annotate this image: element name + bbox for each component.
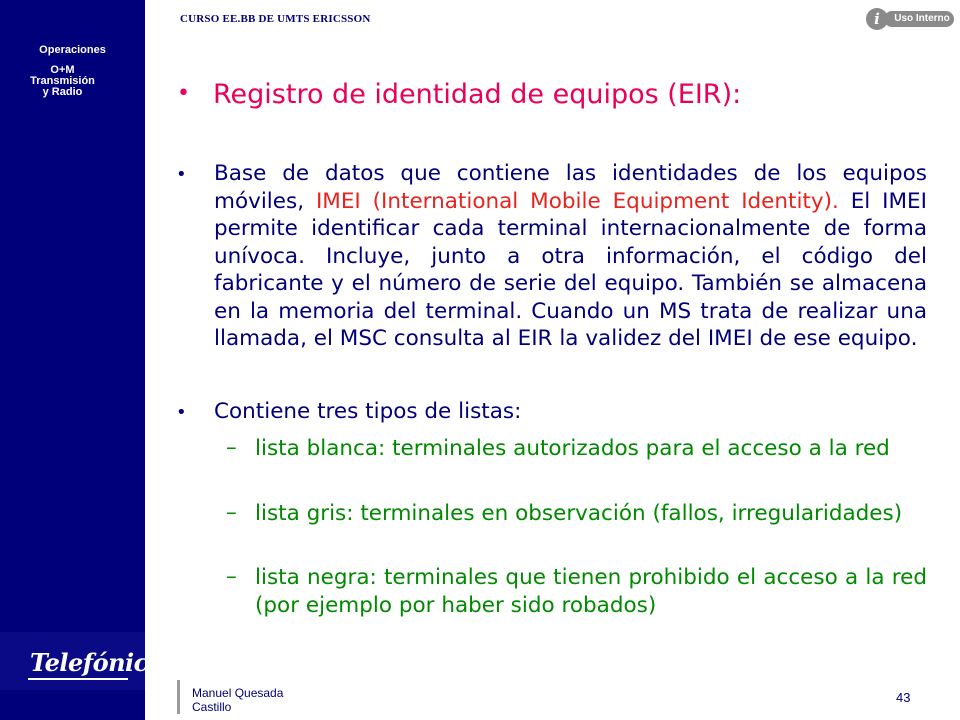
footer-divider	[177, 680, 180, 714]
course-header: CURSO EE.BB DE UMTS ERICSSON	[180, 13, 371, 25]
paragraph-eir-description	[214, 160, 927, 353]
paragraph-list-intro: Contiene tres tipos de listas:	[214, 399, 522, 424]
uso-interno-badge	[866, 8, 956, 30]
list-item-gris: lista gris: terminales en observación (fallos, irregularidades)	[255, 501, 903, 526]
slide-title	[177, 79, 741, 110]
dash-icon: –	[226, 435, 237, 460]
sidebar-line-transmision: Transmisión	[30, 75, 95, 87]
telefonica-logo: Telefónica	[30, 648, 163, 677]
page-number: 43	[896, 690, 911, 705]
dash-icon: –	[226, 500, 237, 525]
bullet-icon: •	[176, 402, 187, 423]
list-item-negra: lista negra: terminales que tienen prohibido el acceso a la red (por ejemplo por haber sido robados)	[255, 565, 927, 618]
sidebar-line-radio: y Radio	[42, 86, 83, 98]
logo-underline	[28, 678, 128, 680]
footer-author: Manuel Quesada Castillo	[192, 686, 284, 714]
sidebar-line-om: O+M	[50, 64, 75, 76]
sidebar-line-operaciones: Operaciones	[39, 44, 106, 56]
paragraph-text: El IMEI permite identificar cada terminal internacionalmente de forma unívoca. Incluye, junto a otra información, el código del fabricante y el número de serie del equipo. También se almacena en la memoria del terminal. Cuando un MS trata de realizar una llamada, el MSC consulta al EIR la validez del IMEI de ese equipo.	[214, 188, 927, 351]
dash-icon: –	[226, 564, 237, 589]
slide-title-text: Registro de identidad de equipos (EIR):	[213, 79, 742, 110]
sidebar	[0, 0, 163, 720]
paragraph-text: Base de datos que contiene las identidades de los equipos móviles,	[214, 161, 927, 214]
list-item-blanca: lista blanca: terminales autorizados para el acceso a la red	[255, 436, 890, 461]
info-icon: i	[866, 8, 888, 30]
bullet-icon: •	[176, 164, 187, 185]
imei-highlight: IMEI (International Mobile Equipment Identity).	[315, 188, 839, 214]
bullet-icon: •	[177, 81, 190, 106]
uso-interno-label: Uso Interno	[884, 11, 954, 27]
